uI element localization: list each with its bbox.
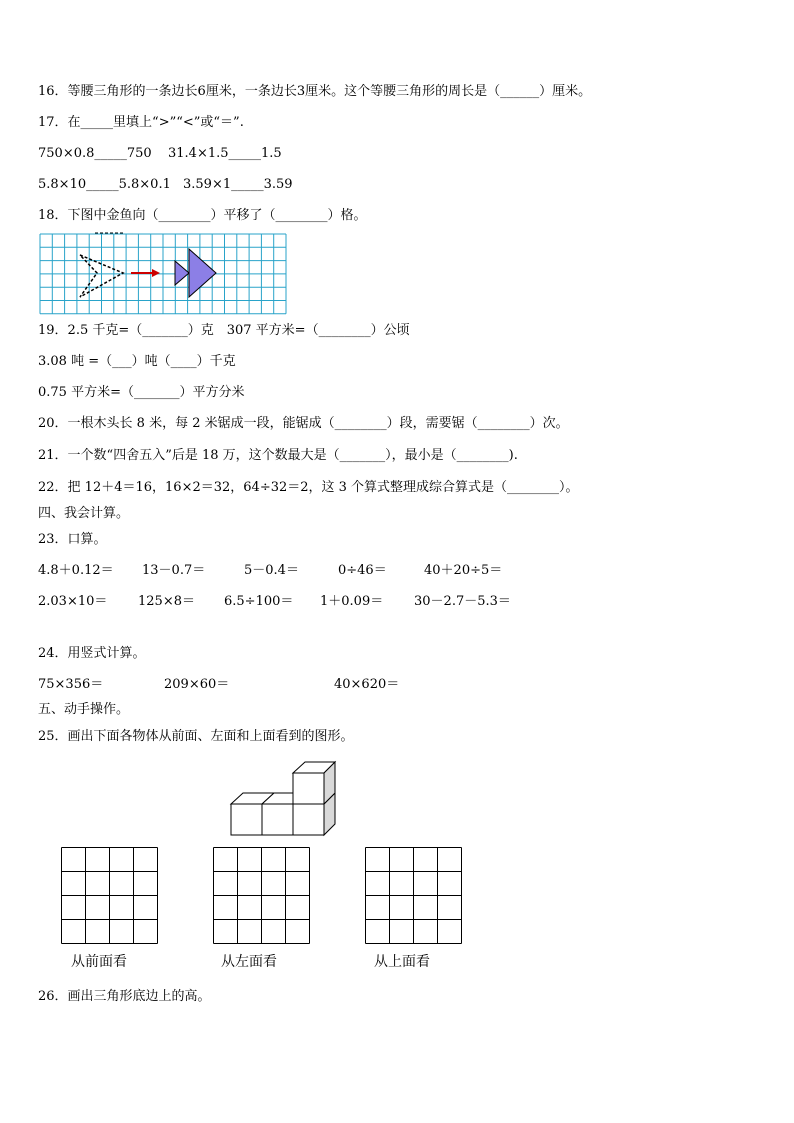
compare-item: 5.8×10_____5.8×0.1 xyxy=(38,177,171,192)
question-21: 21．一个数“四舍五入”后是 18 万，这个数最大是（_______），最小是（________). xyxy=(38,448,518,463)
translation-arrowhead xyxy=(152,269,160,277)
mental-calc-item: 2.03×10＝ xyxy=(38,594,108,609)
mental-calc-item: 5－0.4＝ xyxy=(244,563,299,578)
mental-calc-item: 30－2.7－5.3＝ xyxy=(414,594,511,609)
question-25: 25．画出下面各物体从前面、左面和上面看到的图形。 xyxy=(38,729,354,744)
mental-calc-item: 0÷46＝ xyxy=(338,563,387,578)
left-view-grid xyxy=(213,847,310,944)
mental-calc-item: 13－0.7＝ xyxy=(142,563,206,578)
question-19-part-c: 0.75 平方米=（_______）平方分米 xyxy=(38,385,245,400)
question-22: 22．把 12＋4＝16，16×2＝32，64÷32＝2，这 3 个算式整理成综合算式是（________）。 xyxy=(38,480,579,495)
front-view-label: 从前面看 xyxy=(71,954,127,970)
question-24: 24．用竖式计算。 xyxy=(38,646,146,661)
question-26: 26．画出三角形底边上的高。 xyxy=(38,989,211,1004)
section-4-heading: 四、我会计算。 xyxy=(38,506,130,521)
vertical-calc-item: 40×620＝ xyxy=(334,677,400,692)
vertical-calc-item: 209×60＝ xyxy=(164,677,230,692)
top-view-label: 从上面看 xyxy=(374,954,430,970)
fish-tail-shaded xyxy=(175,261,189,285)
question-19: 19．2.5 千克=（_______）克 307 平方米=（________）公顷 xyxy=(38,323,410,338)
question-20: 20．一根木头长 8 米，每 2 米锯成一段，能锯成（________）段，需要锯（________）次。 xyxy=(38,416,569,431)
section-5-heading: 五、动手操作。 xyxy=(38,702,130,717)
mental-calc-item: 1＋0.09＝ xyxy=(320,594,384,609)
vertical-calc-item: 75×356＝ xyxy=(38,677,104,692)
compare-item: 750×0.8_____750 xyxy=(38,146,152,161)
mental-calc-item: 6.5÷100＝ xyxy=(224,594,294,609)
compare-item: 31.4×1.5_____1.5 xyxy=(168,146,282,161)
fish-grid-figure xyxy=(38,231,288,315)
compare-item: 3.59×1_____3.59 xyxy=(183,177,293,192)
front-view-grid xyxy=(61,847,158,944)
left-view-label: 从左面看 xyxy=(221,954,277,970)
question-18: 18．下图中金鱼向（________）平移了（________）格。 xyxy=(38,208,367,223)
top-view-grid xyxy=(365,847,462,944)
question-19-part-b: 3.08 吨 =（___）吨（____）千克 xyxy=(38,354,236,369)
mental-calc-item: 40＋20÷5＝ xyxy=(424,563,503,578)
question-16: 16．等腰三角形的一条边长6厘米，一条边长3厘米。这个等腰三角形的周长是（______）厘米。 xyxy=(38,84,592,99)
cube-stack-figure xyxy=(228,760,338,838)
question-23: 23．口算。 xyxy=(38,532,107,547)
mental-calc-item: 125×8＝ xyxy=(138,594,195,609)
grid-lines xyxy=(40,234,286,314)
mental-calc-item: 4.8＋0.12＝ xyxy=(38,563,114,578)
question-17: 17．在_____里填上“>”“<”或“＝”. xyxy=(38,115,244,130)
